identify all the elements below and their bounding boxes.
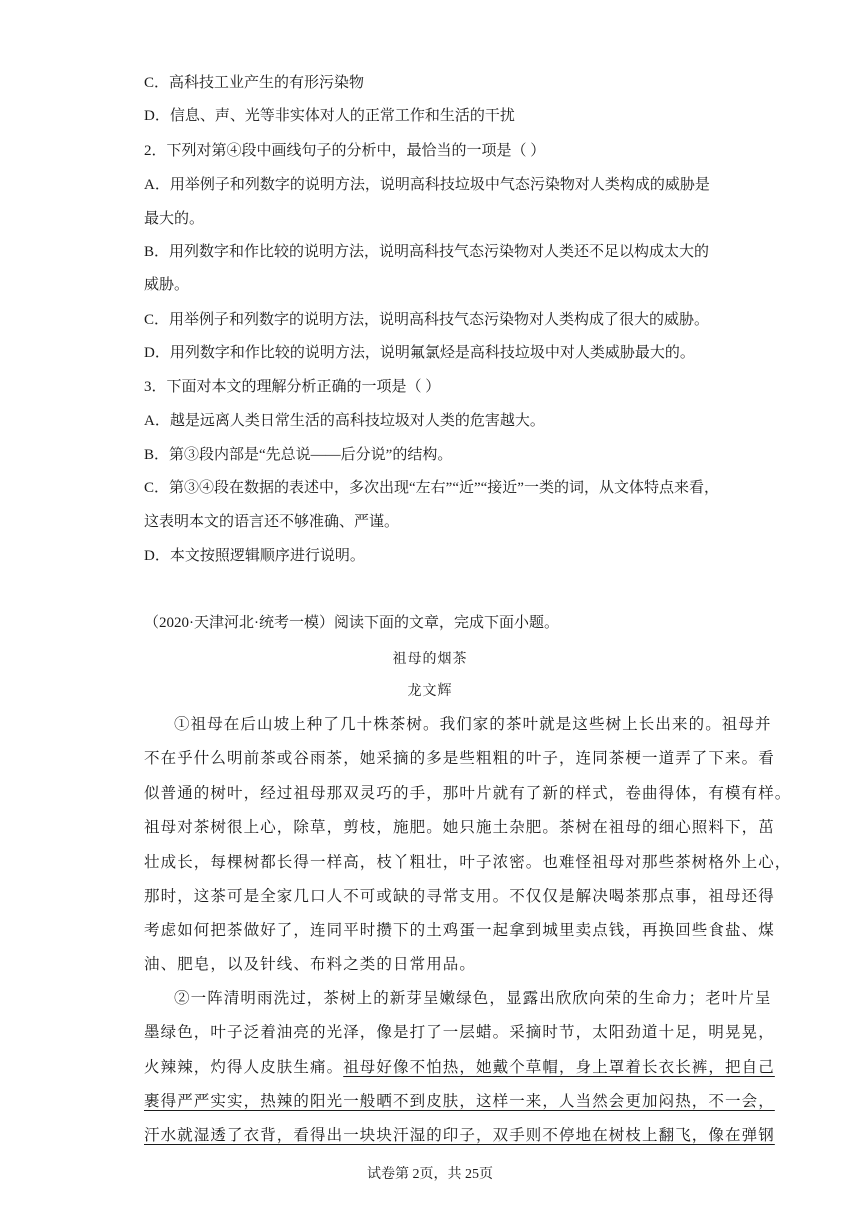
q1-option-c: C．高科技工业产生的有形污染物: [144, 75, 365, 91]
paragraph-1-line: 似普通的树叶，经过祖母那双灵巧的手，那叶片就有了新的样式，卷曲得体，有模有样。: [144, 784, 792, 802]
paragraph-2-line: 墨绿色，叶子泛着油亮的光泽，像是打了一层蜡。采摘时节，太阳劲道十足，明晃晃，: [144, 1023, 775, 1041]
q2-option-c: C．用举例子和列数字的说明方法，说明高科技气态污染物对人类构成了很大的威胁。: [144, 312, 710, 328]
paragraph-1-line: ①祖母在后山坡上种了几十株茶树。我们家的茶叶就是这些树上长出来的。祖母并: [174, 715, 772, 733]
q3-option-d: D．本文按照逻辑顺序进行说明。: [144, 548, 365, 564]
page-footer: 试卷第 2页，共 25页: [367, 1167, 493, 1182]
passage-author: 龙文辉: [407, 683, 453, 699]
underlined-sentence: 裹得严严实实，热辣的阳光一般晒不到皮肤，这样一来，人当然会更加闷热，不一会，: [144, 1092, 775, 1110]
paragraph-1-line: 考虑如何把茶做好了，连同平时攒下的土鸡蛋一起拿到城里卖点钱，再换回些食盐、煤: [144, 921, 775, 939]
paragraph-1-line: 祖母对茶树很上心，除草，剪枝，施肥。她只施土杂肥。茶树在祖母的细心照料下，茁: [144, 818, 775, 836]
q2-option-b-line2: 威胁。: [144, 277, 190, 293]
q2-option-b-line1: B．用列数字和作比较的说明方法，说明高科技气态污染物对人类还不足以构成太大的: [144, 244, 710, 260]
q3-option-c-line1: C．第③④段在数据的表述中，多次出现“左右”“近”“接近”一类的词，从文体特点来看，: [144, 480, 719, 496]
paragraph-1-line: 那时，这茶可是全家几口人不可或缺的寻常支用。不仅仅是解决喝茶那点事，祖母还得: [144, 887, 775, 905]
q3-option-b: B．第③段内部是“先总说——后分说”的结构。: [144, 447, 453, 463]
q3-stem: 3．下面对本文的理解分析正确的一项是（ ）: [144, 379, 441, 395]
paragraph-1-line: 不在乎什么明前茶或谷雨茶，她采摘的多是些粗粗的叶子，连同茶梗一道弄了下来。看: [144, 749, 775, 767]
paragraph-1-line: 壮成长，每棵树都长得一样高，枝丫粗壮，叶子浓密。也难怪祖母对那些茶树格外上心，: [144, 853, 792, 871]
q2-stem: 2．下列对第④段中画线句子的分析中，最恰当的一项是（ ）: [144, 143, 546, 159]
q1-option-d: D．信息、声、光等非实体对人的正常工作和生活的干扰: [144, 108, 515, 124]
passage-title: 祖母的烟茶: [392, 651, 468, 667]
q2-option-a-line1: A．用举例子和列数字的说明方法，说明高科技垃圾中气态污染物对人类构成的威胁是: [144, 177, 710, 193]
underlined-sentence: 祖母好像不怕热，她戴个草帽，身上罩着长衣长裤，把自己: [343, 1058, 775, 1076]
passage-intro: （2020·天津河北·统考一模）阅读下面的文章，完成下面小题。: [144, 615, 559, 631]
paragraph-2-line: ②一阵清明雨洗过，茶树上的新芽呈嫩绿色，显露出欣欣向荣的生命力；老叶片呈: [174, 989, 772, 1007]
q3-option-a: A．越是远离人类日常生活的高科技垃圾对人类的危害越大。: [144, 413, 545, 429]
q2-option-a-line2: 最大的。: [144, 211, 205, 227]
plain-text: 火辣辣，灼得人皮肤生痛。: [144, 1058, 344, 1076]
underlined-sentence: 汗水就湿透了衣背，看得出一块块汗湿的印子，双手则不停地在树枝上翻飞，像在弹钢: [144, 1126, 775, 1144]
paragraph-2-line: [144, 1055, 775, 1077]
paragraph-1-line: 油、肥皂，以及针线、布料之类的日常用品。: [144, 955, 477, 973]
q2-option-d: D．用列数字和作比较的说明方法，说明氟氯烃是高科技垃圾中对人类威胁最大的。: [144, 345, 695, 361]
q3-option-c-line2: 这表明本文的语言还不够准确、严谨。: [144, 514, 400, 530]
